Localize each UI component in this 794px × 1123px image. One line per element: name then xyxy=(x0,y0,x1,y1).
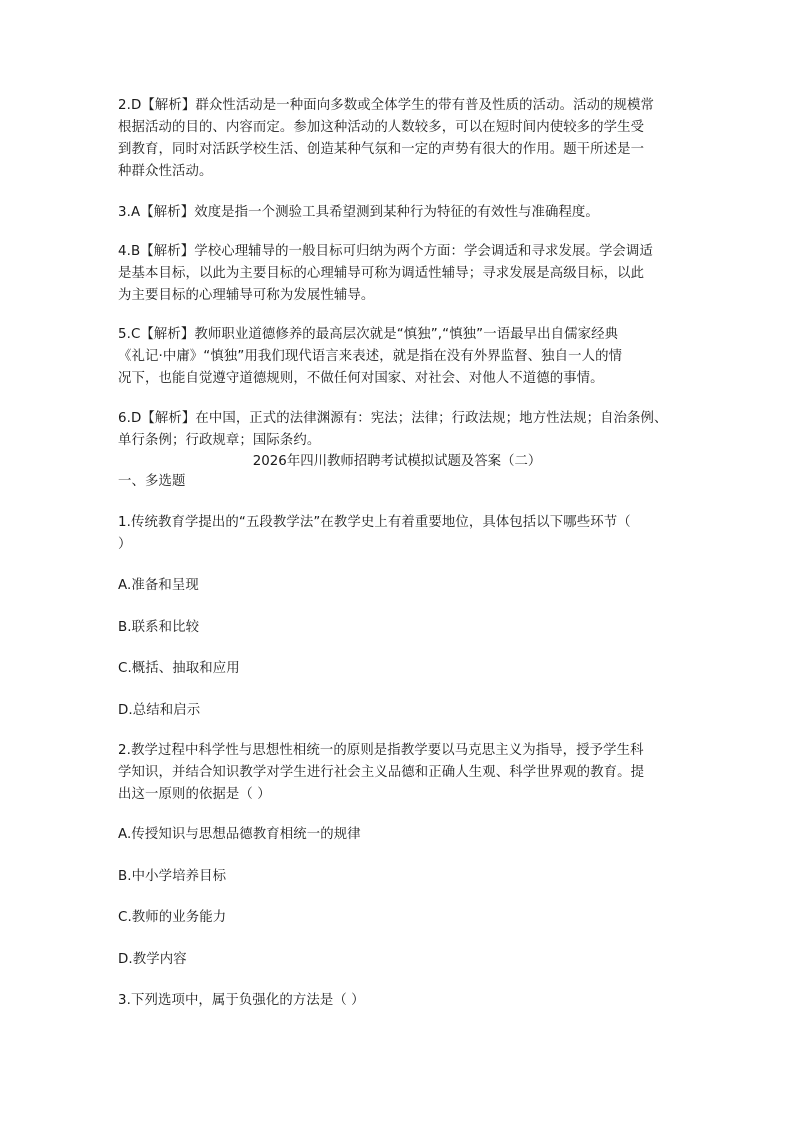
text-line: 为主要目标的心理辅导可称为发展性辅导。 xyxy=(118,288,375,303)
text-line: 况下，也能自觉遵守道德规则，不做任何对国家、对社会、对他人不道德的事情。 xyxy=(118,371,604,386)
text-line: 单行条例；行政规章；国际条约。 xyxy=(118,433,321,448)
question-stem: ） xyxy=(118,537,132,552)
question-stem: 3.下列选项中，属于负强化的方法是（ ） xyxy=(118,993,365,1008)
option-c: C.概括、抽取和应用 xyxy=(118,661,240,676)
section-heading: 一、多选题 xyxy=(118,474,186,489)
option-b: B.联系和比较 xyxy=(118,620,200,635)
text-line: 种群众性活动。 xyxy=(118,164,213,179)
text-line: 是基本目标，以此为主要目标的心理辅导可称为调适性辅导；寻求发展是高级目标，以此 xyxy=(118,266,645,281)
question-stem: 出这一原则的依据是（ ） xyxy=(118,787,271,802)
option-d: D.总结和启示 xyxy=(118,703,201,718)
text-line: 3.A【解析】效度是指一个测验工具希望测到某种行为特征的有效性与准确程度。 xyxy=(118,205,599,220)
option-a: A.传授知识与思想品德教育相统一的规律 xyxy=(118,827,361,842)
text-line: 根据活动的目的、内容而定。参加这种活动的人数较多，可以在短时间内使较多的学生受 xyxy=(118,120,645,135)
option-c: C.教师的业务能力 xyxy=(118,910,227,925)
text-line: 4.B【解析】学校心理辅导的一般目标可归纳为两个方面：学会调适和寻求发展。学会调适 xyxy=(118,244,653,259)
question-stem: 2.教学过程中科学性与思想性相统一的原则是指教学要以马克思主义为指导，授予学生科 xyxy=(118,743,644,758)
option-b: B.中小学培养目标 xyxy=(118,869,227,884)
option-a: A.准备和呈现 xyxy=(118,578,199,593)
option-d: D.教学内容 xyxy=(118,952,187,967)
exam-title: 2026年四川教师招聘考试模拟试题及答案（二） xyxy=(252,454,542,469)
question-stem: 1.传统教育学提出的“五段教学法”在教学史上有着重要地位，具体包括以下哪些环节（ xyxy=(118,515,631,530)
text-line: 6.D【解析】在中国，正式的法律渊源有：宪法；法律；行政法规；地方性法规；自治条例、 xyxy=(118,411,668,426)
question-stem: 学知识，并结合知识教学对学生进行社会主义品德和正确人生观、科学世界观的教育。提 xyxy=(118,765,645,780)
text-line: 到教育，同时对活跃学校生活、创造某种气氛和一定的声势有很大的作用。题干所述是一 xyxy=(118,142,645,157)
text-line: 2.D【解析】群众性活动是一种面向多数或全体学生的带有普及性质的活动。活动的规模常 xyxy=(118,98,655,113)
text-line: 《礼记·中庸》“慎独”用我们现代语言来表述，就是指在没有外界监督、独自一人的情 xyxy=(118,349,623,364)
text-line: 5.C【解析】教师职业道德修养的最高层次就是“慎独”,“慎独”一语最早出自儒家经典 xyxy=(118,327,619,342)
